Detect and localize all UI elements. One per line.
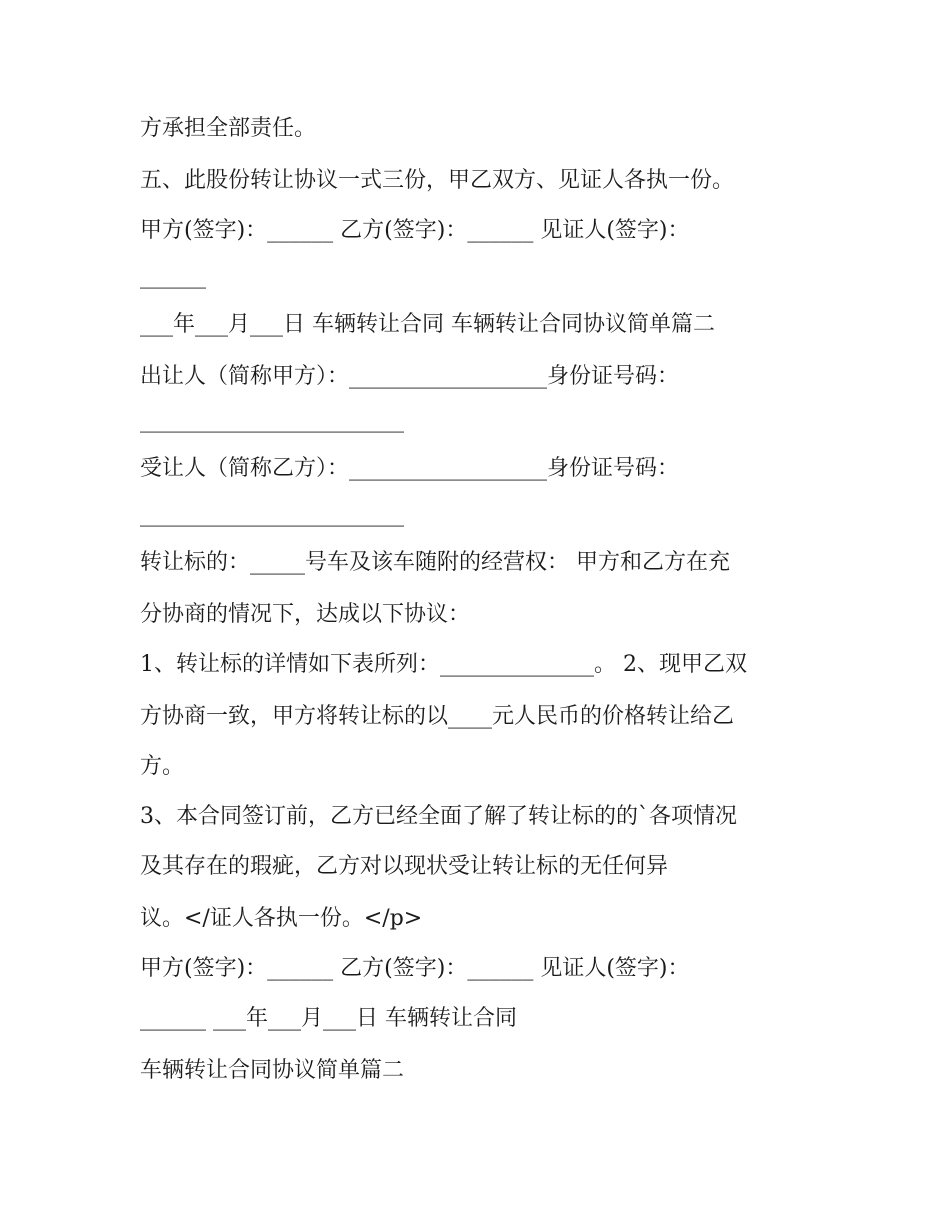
text-line: 方协商一致，甲方将转让标的以____元人民币的价格转让给乙	[140, 704, 735, 729]
signature-blank: ______	[140, 264, 206, 289]
id-number-blank: ________________________	[140, 408, 404, 433]
id-number-blank: ________________________	[140, 502, 404, 527]
text-line: 方承担全部责任。	[140, 116, 317, 141]
text-line: 3、本合同签订前，乙方已经全面了解了转让标的的`各项情况	[140, 804, 737, 829]
text-line: 方。	[140, 754, 185, 779]
signature-line: 甲方(签字)：______ 乙方(签字)：______ 见证人(签字)：	[140, 218, 690, 243]
text-line: 转让标的：_____号车及该车随附的经营权： 甲方和乙方在充	[140, 550, 730, 575]
text-line: 及其存在的瑕疵，乙方对以现状受让转让标的无任何异	[140, 854, 669, 879]
text-line: 议。</证人各执一份。</p>	[140, 906, 423, 931]
text-line: 五、此股份转让协议一式三份，甲乙双方、见证人各执一份。	[140, 168, 735, 193]
date-line: ______ ___年___月___日 车辆转让合同	[140, 1006, 517, 1031]
transferee-line: 受让人（简称乙方）：__________________身份证号码：	[140, 456, 680, 481]
text-line: 分协商的情况下，达成以下协议：	[140, 602, 471, 627]
date-line: ___年___月___日 车辆转让合同 车辆转让合同协议简单篇二	[140, 312, 715, 337]
text-line: 1、转让标的详情如下表所列：______________。 2、现甲乙双	[140, 652, 747, 677]
signature-line: 甲方(签字)：______ 乙方(签字)：______ 见证人(签字)：	[140, 956, 690, 981]
section-heading: 车辆转让合同协议简单篇二	[140, 1058, 405, 1083]
transferor-line: 出让人（简称甲方）：__________________身份证号码：	[140, 364, 680, 389]
